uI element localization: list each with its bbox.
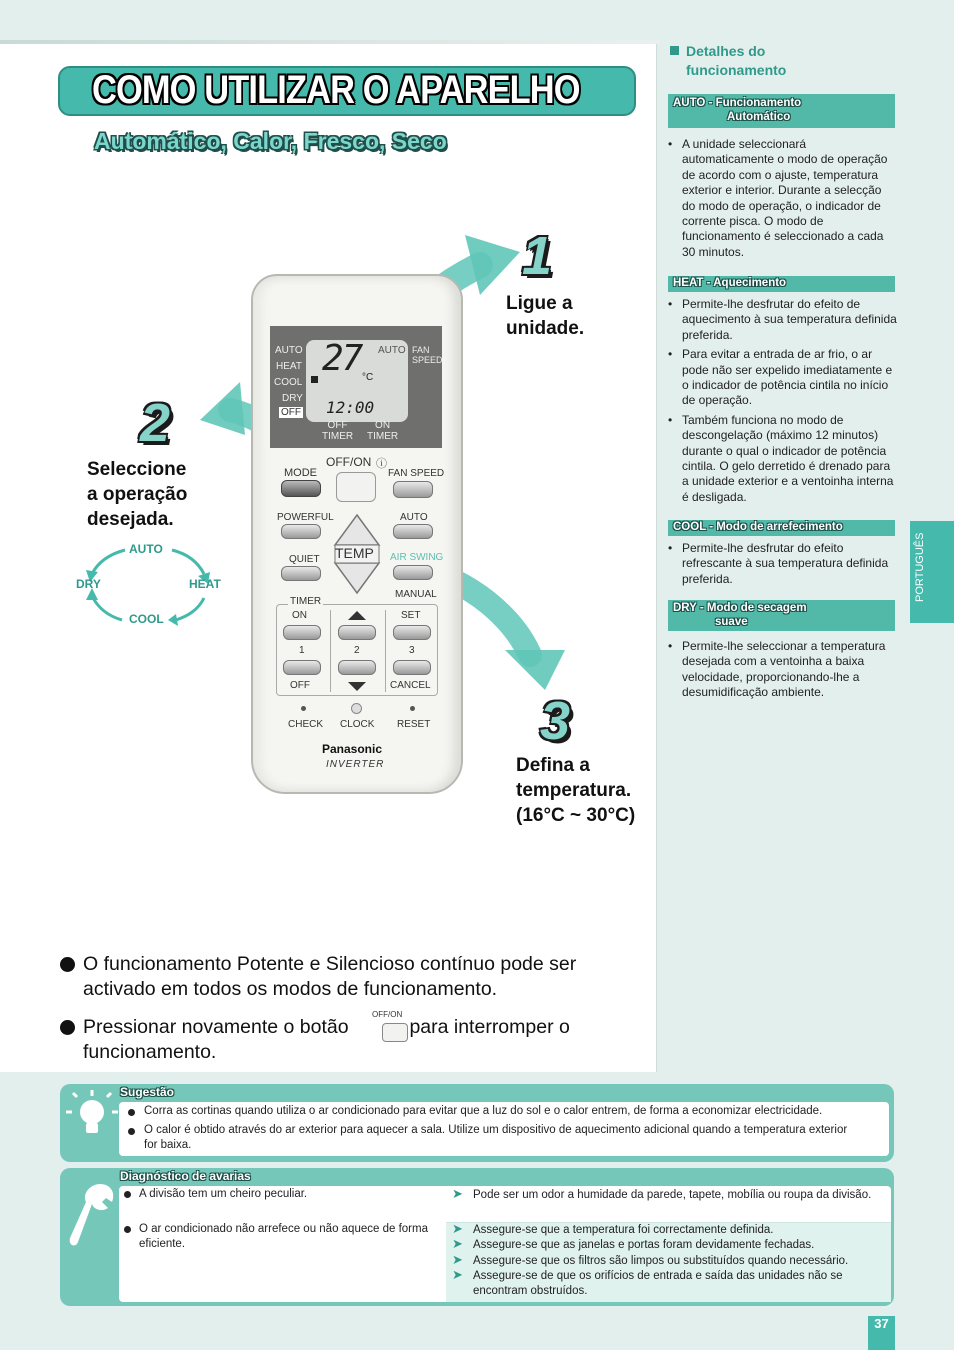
section-cool-header (668, 520, 895, 536)
note-powerful-quiet (60, 952, 640, 1002)
section-dry-list (668, 639, 898, 705)
reset-button[interactable] (410, 706, 415, 711)
arrow-head-2 (200, 382, 245, 435)
tip-item: Corra as cortinas quando utiliza o ar condicionado para evitar que a luz do sol e o calor entrem, de forma a economizar electricidade. (144, 1105, 823, 1117)
display-mode-heat: HEAT (276, 361, 302, 372)
troubleshooting-title: Diagnóstico de avarias (120, 1169, 251, 1183)
details-heading (686, 42, 786, 80)
display-clock: 12:00 (326, 398, 375, 417)
note-stop-operation (60, 1015, 640, 1065)
section-title-line: DRY - Modo de secagem (673, 602, 807, 614)
section-auto-list (668, 137, 898, 264)
section-title-line: AUTO - Funcionamento (673, 97, 802, 109)
step-3-label-line: temperatura. (516, 780, 632, 801)
timer-off-button[interactable] (283, 660, 321, 675)
details-heading-line: Detalhes do (686, 43, 766, 59)
display-mode-auto: AUTO (275, 345, 303, 356)
mode-cool: COOL (129, 612, 164, 626)
display-on-timer-line: ON (375, 420, 391, 431)
display-fan-speed-line: FAN (412, 345, 430, 355)
mode-auto: AUTO (129, 542, 163, 556)
display-mode-dry: DRY (282, 393, 303, 404)
section-heat-header (668, 276, 895, 292)
section-heat-list (668, 297, 898, 509)
language-tab-label: PORTUGUÊS (914, 532, 926, 602)
display-mode-off: OFF (281, 407, 301, 418)
off-on-button[interactable] (336, 472, 376, 502)
air-swing-button[interactable] (393, 565, 433, 580)
display-on-timer (367, 420, 398, 442)
timer-cancel-button[interactable] (393, 660, 431, 675)
note-line: para interromper o (409, 1016, 570, 1038)
section-dry-header (668, 600, 895, 631)
fan-speed-label: FAN SPEED (388, 468, 445, 479)
mode-dry: DRY (76, 577, 101, 591)
display-fan-speed (412, 345, 443, 365)
note-line: O funcionamento Potente e Silencioso contínuo pode ser (83, 953, 577, 975)
problem-text: A divisão tem um cheiro peculiar. (139, 1188, 308, 1200)
step-1-label-line: Ligue a (506, 293, 573, 314)
inline-off-on-label: OFF/ON (372, 1010, 403, 1019)
inline-off-on-button-icon (382, 1023, 408, 1042)
tip-item-line: O calor é obtido através do ar exterior para aquecer a sala. Utilize um dispositivo de aquecimento adicional quando a temperatura exterior (144, 1124, 848, 1136)
fan-speed-button[interactable] (393, 481, 433, 498)
timer-set-label: SET (401, 610, 421, 621)
check-button[interactable] (301, 706, 306, 711)
mode-label: MODE (284, 467, 317, 479)
off-on-label: OFF/ON (326, 455, 372, 469)
num-3-label: 3 (409, 645, 415, 656)
step-2-number: 2 (140, 393, 171, 453)
timer-divider (385, 610, 386, 692)
timer-set-button[interactable] (393, 625, 431, 640)
power-symbol-icon: ⓘ (376, 458, 387, 470)
auto-button[interactable] (393, 524, 433, 539)
manual-label: MANUAL (395, 589, 437, 600)
inverter-label: INVERTER (326, 759, 385, 770)
step-1-label-line: unidade. (506, 318, 585, 339)
quiet-button[interactable] (281, 566, 321, 581)
tip-item-line: for baixa. (144, 1139, 192, 1151)
step-1-label (506, 291, 584, 341)
arrow-right-icon: ➤ (452, 1186, 463, 1201)
list-item: • Permite-lhe seleccionar a temperatura desejada com a ventoinha a baixa velocidade, proporcionando-lhe a desumidificação ambiente. (668, 639, 898, 701)
step-3-number: 3 (540, 691, 571, 751)
square-bullet-icon (670, 46, 679, 55)
bullet-icon (60, 1020, 75, 1035)
display-temperature: 27 (322, 338, 362, 379)
timer-up-arrow-icon (348, 611, 366, 620)
step-3-label-line: (16°C ~ 30°C) (516, 805, 636, 826)
list-item: • Permite-lhe desfrutar do efeito refrescante à sua temperatura definida preferida. (668, 541, 898, 587)
arrow-head-3 (505, 650, 565, 690)
bullet-icon (60, 957, 75, 972)
timer-cancel-label: CANCEL (390, 680, 431, 691)
temp-up-button[interactable] (331, 513, 383, 545)
arrow-right-icon: ➤ (452, 1252, 463, 1267)
section-auto-header (668, 94, 895, 128)
bullet-icon (124, 1191, 131, 1198)
tip-title: Sugestão (120, 1085, 175, 1099)
arrow-right-icon: ➤ (452, 1267, 463, 1282)
arrow-right-icon: ➤ (452, 1236, 463, 1251)
timer-off-label: OFF (290, 680, 310, 691)
timer-label: TIMER (290, 596, 322, 607)
step-3-label (516, 753, 635, 828)
tip-item (144, 1123, 886, 1153)
solution-text: Assegure-se que a temperatura foi correctamente definida. (473, 1224, 774, 1236)
display-off-timer (322, 420, 353, 442)
solution-text: Assegure-se que os filtros são limpos ou substituídos quando necessário. (473, 1255, 849, 1267)
air-swing-label: AIR SWING (390, 552, 444, 563)
num-2-label: 2 (354, 645, 360, 656)
page-title: COMO UTILIZAR O APARELHO (92, 68, 580, 112)
list-item: • Permite-lhe desfrutar do efeito de aquecimento à sua temperatura definida preferida. (668, 297, 898, 343)
details-heading-line: funcionamento (686, 62, 787, 78)
step-2-label-line: a operação (87, 484, 188, 505)
lightbulb-icon (64, 1088, 118, 1140)
timer-divider (330, 610, 331, 692)
display-mode-cool: COOL (274, 377, 303, 388)
section-cool-list (668, 541, 898, 591)
brand-logo: Panasonic (322, 742, 383, 756)
display-auto-fan: AUTO (378, 345, 406, 356)
clock-button[interactable] (351, 703, 362, 714)
temp-down-button[interactable] (331, 563, 383, 595)
display-off-timer-line: OFF (327, 420, 348, 431)
reset-label: RESET (397, 719, 431, 730)
note-line: Pressionar novamente o botão (83, 1016, 349, 1038)
solution-text: Assegure-se de que os orifícios de entrada e saída das unidades não se encontram obstruídos. (473, 1270, 843, 1297)
step-3-label-line: Defina a (516, 755, 590, 776)
bullet-icon (124, 1226, 131, 1233)
display-indicator (311, 376, 318, 383)
list-item: • Também funciona no modo de descongelação (máximo 12 minutos) durante o qual o indicador de potência cintila. O gelo derretido é drenado para a unidade exterior e a ventoinha interna é desligada. (668, 413, 898, 505)
step-2-label-line: Seleccione (87, 459, 187, 480)
display-temp-unit: °C (362, 372, 374, 383)
timer-up-button[interactable] (338, 625, 376, 640)
display-off-timer-line: TIMER (322, 431, 354, 442)
bullet-icon (128, 1109, 135, 1116)
check-label: CHECK (288, 719, 324, 730)
section-title-line: COOL - Modo de arrefecimento (673, 521, 843, 533)
quiet-label: QUIET (289, 554, 320, 565)
list-item: • Para evitar a entrada de ar frio, o ar pode não ser expelido imediatamente e o indicador de potência cintila no início de operação. (668, 347, 898, 409)
step-2-label-line: desejada. (87, 509, 174, 530)
powerful-button[interactable] (281, 524, 321, 539)
powerful-label: POWERFUL (277, 512, 334, 523)
num-1-label: 1 (299, 645, 305, 656)
display-fan-speed-line: SPEED (412, 355, 443, 365)
display-on-timer-line: TIMER (367, 431, 399, 442)
solution-text: Pode ser um odor a humidade da parede, tapete, mobília ou roupa da divisão. (473, 1189, 872, 1201)
section-title-line: suave (715, 616, 748, 628)
list-item: • A unidade seleccionará automaticamente o modo de operação de acordo com o ajuste, temperatura exterior e interior. Durante a selecção do modo de operação, o indicador de corrente pisca. O modo de funcionamento é seleccionado a cada 30 minutos. (668, 137, 898, 260)
timer-down-button[interactable] (338, 660, 376, 675)
note-line: activado em todos os modos de funcionamento. (83, 978, 498, 1000)
timer-on-label: ON (292, 610, 307, 621)
mode-button[interactable] (281, 480, 321, 497)
timer-on-button[interactable] (283, 625, 321, 640)
section-title-line: Automático (727, 111, 791, 123)
wrench-icon (68, 1180, 118, 1250)
step-2-label (87, 457, 187, 532)
arrow-right-icon: ➤ (452, 1221, 463, 1236)
arrow-head-1 (465, 235, 520, 295)
step-1-number: 1 (522, 226, 553, 286)
solution-text: Assegure-se que as janelas e portas foram devidamente fechadas. (473, 1239, 815, 1251)
problem-text: O ar condicionado não arrefece ou não aquece de forma eficiente. (139, 1223, 428, 1250)
timer-down-arrow-icon (348, 682, 366, 691)
page-number: 37 (868, 1316, 895, 1350)
clock-label: CLOCK (340, 719, 375, 730)
temp-label: TEMP (335, 545, 374, 561)
section-title-line: HEAT - Aquecimento (673, 277, 787, 289)
page-subtitle: Automático, Calor, Fresco, Seco (94, 128, 447, 154)
auto-label: AUTO (400, 512, 428, 523)
mode-heat: HEAT (189, 577, 221, 591)
note-line: funcionamento. (83, 1041, 217, 1063)
bullet-icon (128, 1128, 135, 1135)
